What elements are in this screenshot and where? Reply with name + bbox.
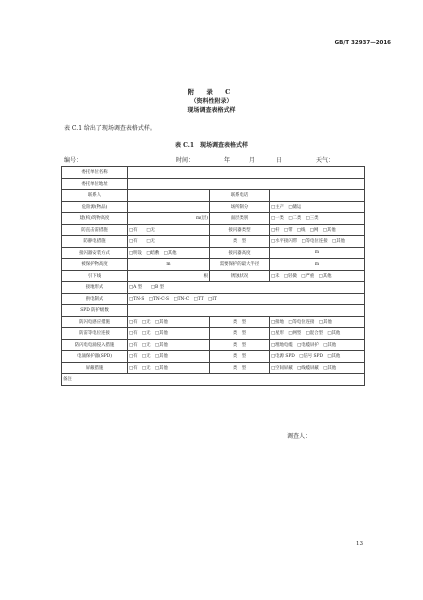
appendix-type: （资料性附录） — [190, 98, 233, 105]
cell-options[interactable]: □明设 □暗敷 □其他 — [128, 247, 210, 259]
cell-label: 备注 — [62, 374, 128, 386]
table-row — [62, 224, 365, 236]
cell-label: 委托单位地址 — [62, 178, 128, 190]
table-row — [62, 201, 365, 213]
cell-options[interactable]: □主产 □储运 — [270, 201, 365, 213]
table-row — [62, 282, 365, 294]
cell-options[interactable]: □杆 □带 □线 □网 □其他 — [270, 224, 365, 236]
meta-year-label: 年 — [224, 157, 231, 164]
meta-number-label: 编号： — [64, 157, 83, 164]
table-row — [62, 178, 365, 190]
cell-label: 防雷等电位连接 — [62, 328, 128, 340]
table-row — [62, 293, 365, 305]
appendix-title: 附 录 C — [187, 88, 236, 96]
cell-options[interactable]: □电源 SPD □信号 SPD □其他 — [270, 351, 365, 363]
cell-options[interactable]: □一类 □二类 □三类 — [270, 213, 365, 225]
cell-label: 联系电话 — [210, 190, 270, 202]
cell-options[interactable]: □有 □无 □其他 — [128, 328, 210, 340]
standard-number: GB/T 32937—2016 — [334, 40, 391, 46]
cell-options[interactable]: □接地 □等电位连接 □其他 — [270, 316, 365, 328]
cell-options[interactable]: □未 □轻微 □严重 □其他 — [270, 270, 365, 282]
cell-options[interactable]: □TN-S □TN-C-S □TN-C □TT □IT — [128, 293, 365, 305]
cell-options[interactable]: □有 □无 — [128, 236, 210, 248]
cell-value[interactable] — [128, 167, 365, 179]
cell-label: 锈蚀状况 — [210, 270, 270, 282]
cell-label: 危险源(物品) — [62, 201, 128, 213]
cell-label: 委托单位名称 — [62, 167, 128, 179]
cell-label: 接闪器安装方式 — [62, 247, 128, 259]
cell-value[interactable]: m — [270, 247, 365, 259]
table-row — [62, 247, 365, 259]
cell-value[interactable]: m(层) — [128, 213, 210, 225]
cell-label: 类 型 — [210, 328, 270, 340]
cell-label: 需要保护的最大半径 — [210, 259, 270, 271]
meta-day-label: 日 — [276, 157, 283, 164]
cell-label: 类 型 — [210, 339, 270, 351]
cell-label: SPD 防护级数 — [62, 305, 128, 317]
table-row — [62, 213, 365, 225]
cell-label: 供电制式 — [62, 293, 128, 305]
cell-label: 接闪器高度 — [210, 247, 270, 259]
cell-label: 屏蔽措施 — [62, 362, 128, 374]
cell-value[interactable]: m — [128, 259, 210, 271]
cell-options[interactable]: □有 □无 □其他 — [128, 362, 210, 374]
cell-options[interactable]: □有 □无 □其他 — [128, 316, 210, 328]
cell-options[interactable]: □埋地电缆 □电缆屏护 □其他 — [270, 339, 365, 351]
cell-label: 联系人 — [62, 190, 128, 202]
cell-value[interactable] — [128, 201, 210, 213]
cell-value[interactable] — [128, 178, 365, 190]
cell-label: 类 型 — [210, 236, 270, 248]
cell-label: 场所制分 — [210, 201, 270, 213]
cell-options[interactable]: □有 □无 □其他 — [128, 351, 210, 363]
survey-form-table — [61, 166, 365, 386]
cell-label: 防闪电感应措施 — [62, 316, 128, 328]
cell-label: 建(构)筑物高度 — [62, 213, 128, 225]
cell-value[interactable] — [128, 305, 365, 317]
table-row — [62, 328, 365, 340]
cell-label: 防直击雷措施 — [62, 224, 128, 236]
table-row — [62, 374, 365, 386]
table-row — [62, 236, 365, 248]
cell-options[interactable]: □A 型 □B 型 — [128, 282, 365, 294]
page-number: 13 — [356, 541, 363, 547]
table-row — [62, 167, 365, 179]
cell-options[interactable]: □星形 □网型 □混合型 □其他 — [270, 328, 365, 340]
cell-label: 被保护物高度 — [62, 259, 128, 271]
table-row — [62, 351, 365, 363]
cell-label: 引下线 — [62, 270, 128, 282]
table-row — [62, 362, 365, 374]
cell-options[interactable]: □水平接闪带 □等电位连接 □其他 — [270, 236, 365, 248]
cell-label: 接闪器类型 — [210, 224, 270, 236]
cell-label: 类 型 — [210, 351, 270, 363]
cell-label: 防闪电电涌侵入措施 — [62, 339, 128, 351]
table-row — [62, 305, 365, 317]
appendix-name: 现场调查表格式样 — [187, 107, 236, 114]
cell-label: 类 型 — [210, 316, 270, 328]
cell-label: 接地形式 — [62, 282, 128, 294]
table-row — [62, 316, 365, 328]
cell-options[interactable]: □空间屏蔽 □线缆屏蔽 □其他 — [270, 362, 365, 374]
meta-weather-label: 天气： — [316, 157, 335, 164]
cell-options[interactable]: □有 □无 □其他 — [128, 339, 210, 351]
cell-value[interactable]: m — [270, 259, 365, 271]
meta-time-label: 时间： — [176, 157, 195, 164]
cell-label: 类 型 — [210, 362, 270, 374]
table-row — [62, 339, 365, 351]
table-row — [62, 190, 365, 202]
table-caption: 表 C.1 现场调查表格式样 — [174, 142, 249, 149]
cell-label: 防静电措施 — [62, 236, 128, 248]
investigator-label: 调查人： — [287, 433, 312, 440]
table-row — [62, 270, 365, 282]
intro-text: 表 C.1 给出了现场调查表格式样。 — [64, 125, 156, 132]
cell-label: 面层类别 — [210, 213, 270, 225]
cell-value[interactable] — [270, 190, 365, 202]
cell-value[interactable] — [128, 190, 210, 202]
cell-options[interactable]: □有 □无 — [128, 224, 210, 236]
table-row — [62, 259, 365, 271]
cell-value[interactable]: 根 — [128, 270, 210, 282]
cell-label: 电涌保护器(SPD) — [62, 351, 128, 363]
meta-month-label: 月 — [249, 157, 256, 164]
cell-value[interactable] — [128, 374, 365, 386]
